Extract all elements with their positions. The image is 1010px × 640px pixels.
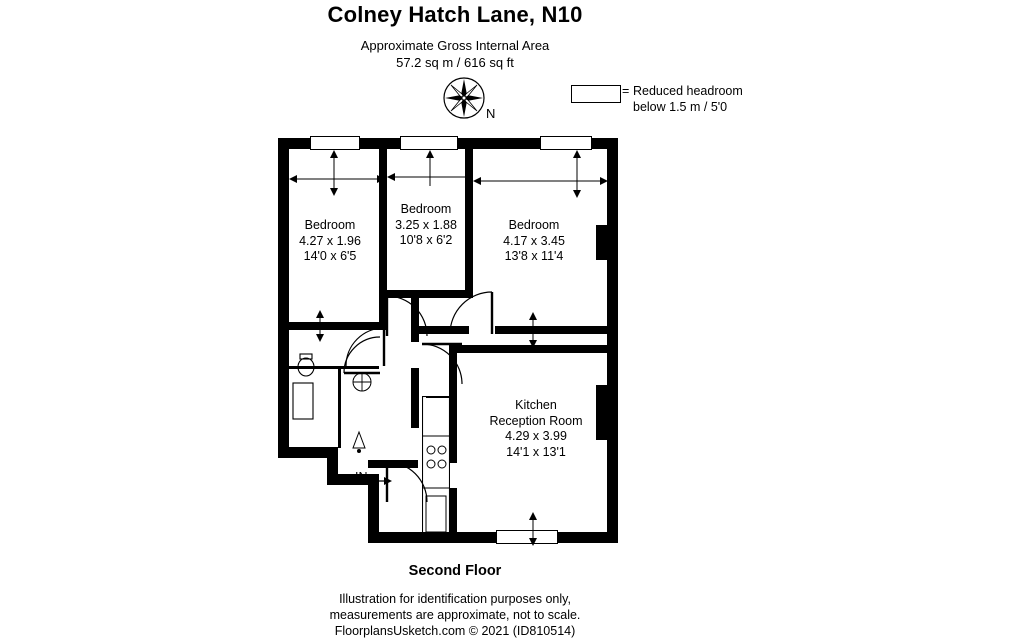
area-caption-line1: Approximate Gross Internal Area — [360, 38, 550, 53]
wall-right-thick-upper — [596, 225, 608, 260]
dimension-arrow-bedroom-left-horizontal — [289, 172, 385, 186]
room-label-bedroom-middle — [378, 202, 474, 249]
headroom-marker-top-left — [315, 139, 355, 148]
wall-left-upper — [278, 138, 289, 458]
entrance-arrow-icon — [370, 474, 392, 486]
door-bedroom-right — [448, 290, 494, 336]
entrance-label: IN — [355, 470, 368, 484]
room-dim-imperial-bedroom-left: 14'0 x 6'5 — [303, 249, 357, 263]
room-dim-imperial-bedroom-right: 13'8 x 11'4 — [504, 249, 564, 263]
wall-bottom — [370, 532, 618, 543]
fixture-basin-icon — [292, 382, 314, 420]
room-label-bedroom-right — [474, 218, 594, 265]
room-name-bedroom-right: Bedroom — [508, 218, 560, 232]
door-kitchen — [420, 342, 464, 386]
disclaimer-line3: FloorplansUsketch.com © 2021 (ID810514) — [334, 624, 576, 638]
room-label-bedroom-left — [278, 218, 382, 265]
door-bedroom-middle — [385, 294, 429, 338]
fixture-shower-icon — [342, 426, 376, 460]
disclaimer-line1: Illustration for identification purposes only, — [339, 592, 571, 606]
room-label-kitchen-reception — [462, 398, 610, 460]
window-bedroom-middle — [400, 136, 458, 150]
door-bathroom — [342, 335, 382, 375]
wall-right — [607, 138, 618, 543]
disclaimer-line2: measurements are approximate, not to scale. — [329, 608, 581, 622]
wall-internal-bedroom3-bottom-right — [495, 326, 608, 334]
dimension-arrow-bedroom-right-horizontal — [473, 174, 608, 188]
room-name-reception: Reception Room — [489, 413, 583, 428]
room-dim-metric-bedroom-middle: 3.25 x 1.88 — [395, 217, 457, 232]
dimension-arrow-bedroom-middle-horizontal — [387, 170, 473, 184]
room-dim-metric-bedroom-right: 4.17 x 3.45 — [503, 233, 565, 248]
dimension-arrow-kitchen-bottom — [523, 512, 543, 546]
floorplan-drawing — [270, 130, 630, 550]
compass-north-label: N — [486, 106, 496, 121]
room-dim-metric-bedroom-left: 4.27 x 1.96 — [299, 233, 361, 248]
legend-label-line2: below 1.5 m / 5'0 — [633, 100, 728, 114]
room-name-bedroom-middle: Bedroom — [400, 202, 452, 216]
room-name-kitchen: Kitchen — [515, 398, 557, 412]
room-dim-metric-kitchen: 4.29 x 3.99 — [505, 429, 567, 443]
room-name-bedroom-left: Bedroom — [304, 218, 356, 232]
compass-rose-icon — [443, 77, 485, 119]
legend-equals-sign: = — [622, 84, 630, 98]
wall-bathroom-partition-vertical — [338, 366, 341, 448]
floor-name-label: Second Floor — [408, 563, 502, 579]
fixture-bath-icon — [348, 370, 376, 409]
page-title: Colney Hatch Lane, N10 — [327, 2, 583, 27]
window-bedroom-right — [540, 136, 592, 150]
fixture-wc-icon — [294, 352, 318, 378]
room-dim-imperial-bedroom-middle: 10'8 x 6'2 — [399, 233, 453, 247]
wall-internal-kitchen-left-lower — [449, 488, 457, 543]
kitchen-units-icon — [422, 396, 450, 541]
wall-internal-hall-left-lower — [411, 368, 419, 428]
legend-swatch-reduced-headroom — [571, 85, 621, 103]
room-dim-imperial-kitchen: 14'1 x 13'1 — [506, 444, 566, 459]
dimension-arrow-bedroom-right-lower — [523, 312, 543, 348]
legend-label-line1: Reduced headroom — [633, 84, 743, 98]
area-caption-line2: 57.2 sq m / 616 sq ft — [396, 55, 514, 70]
dimension-arrow-bedroom-left-lower — [310, 310, 330, 342]
